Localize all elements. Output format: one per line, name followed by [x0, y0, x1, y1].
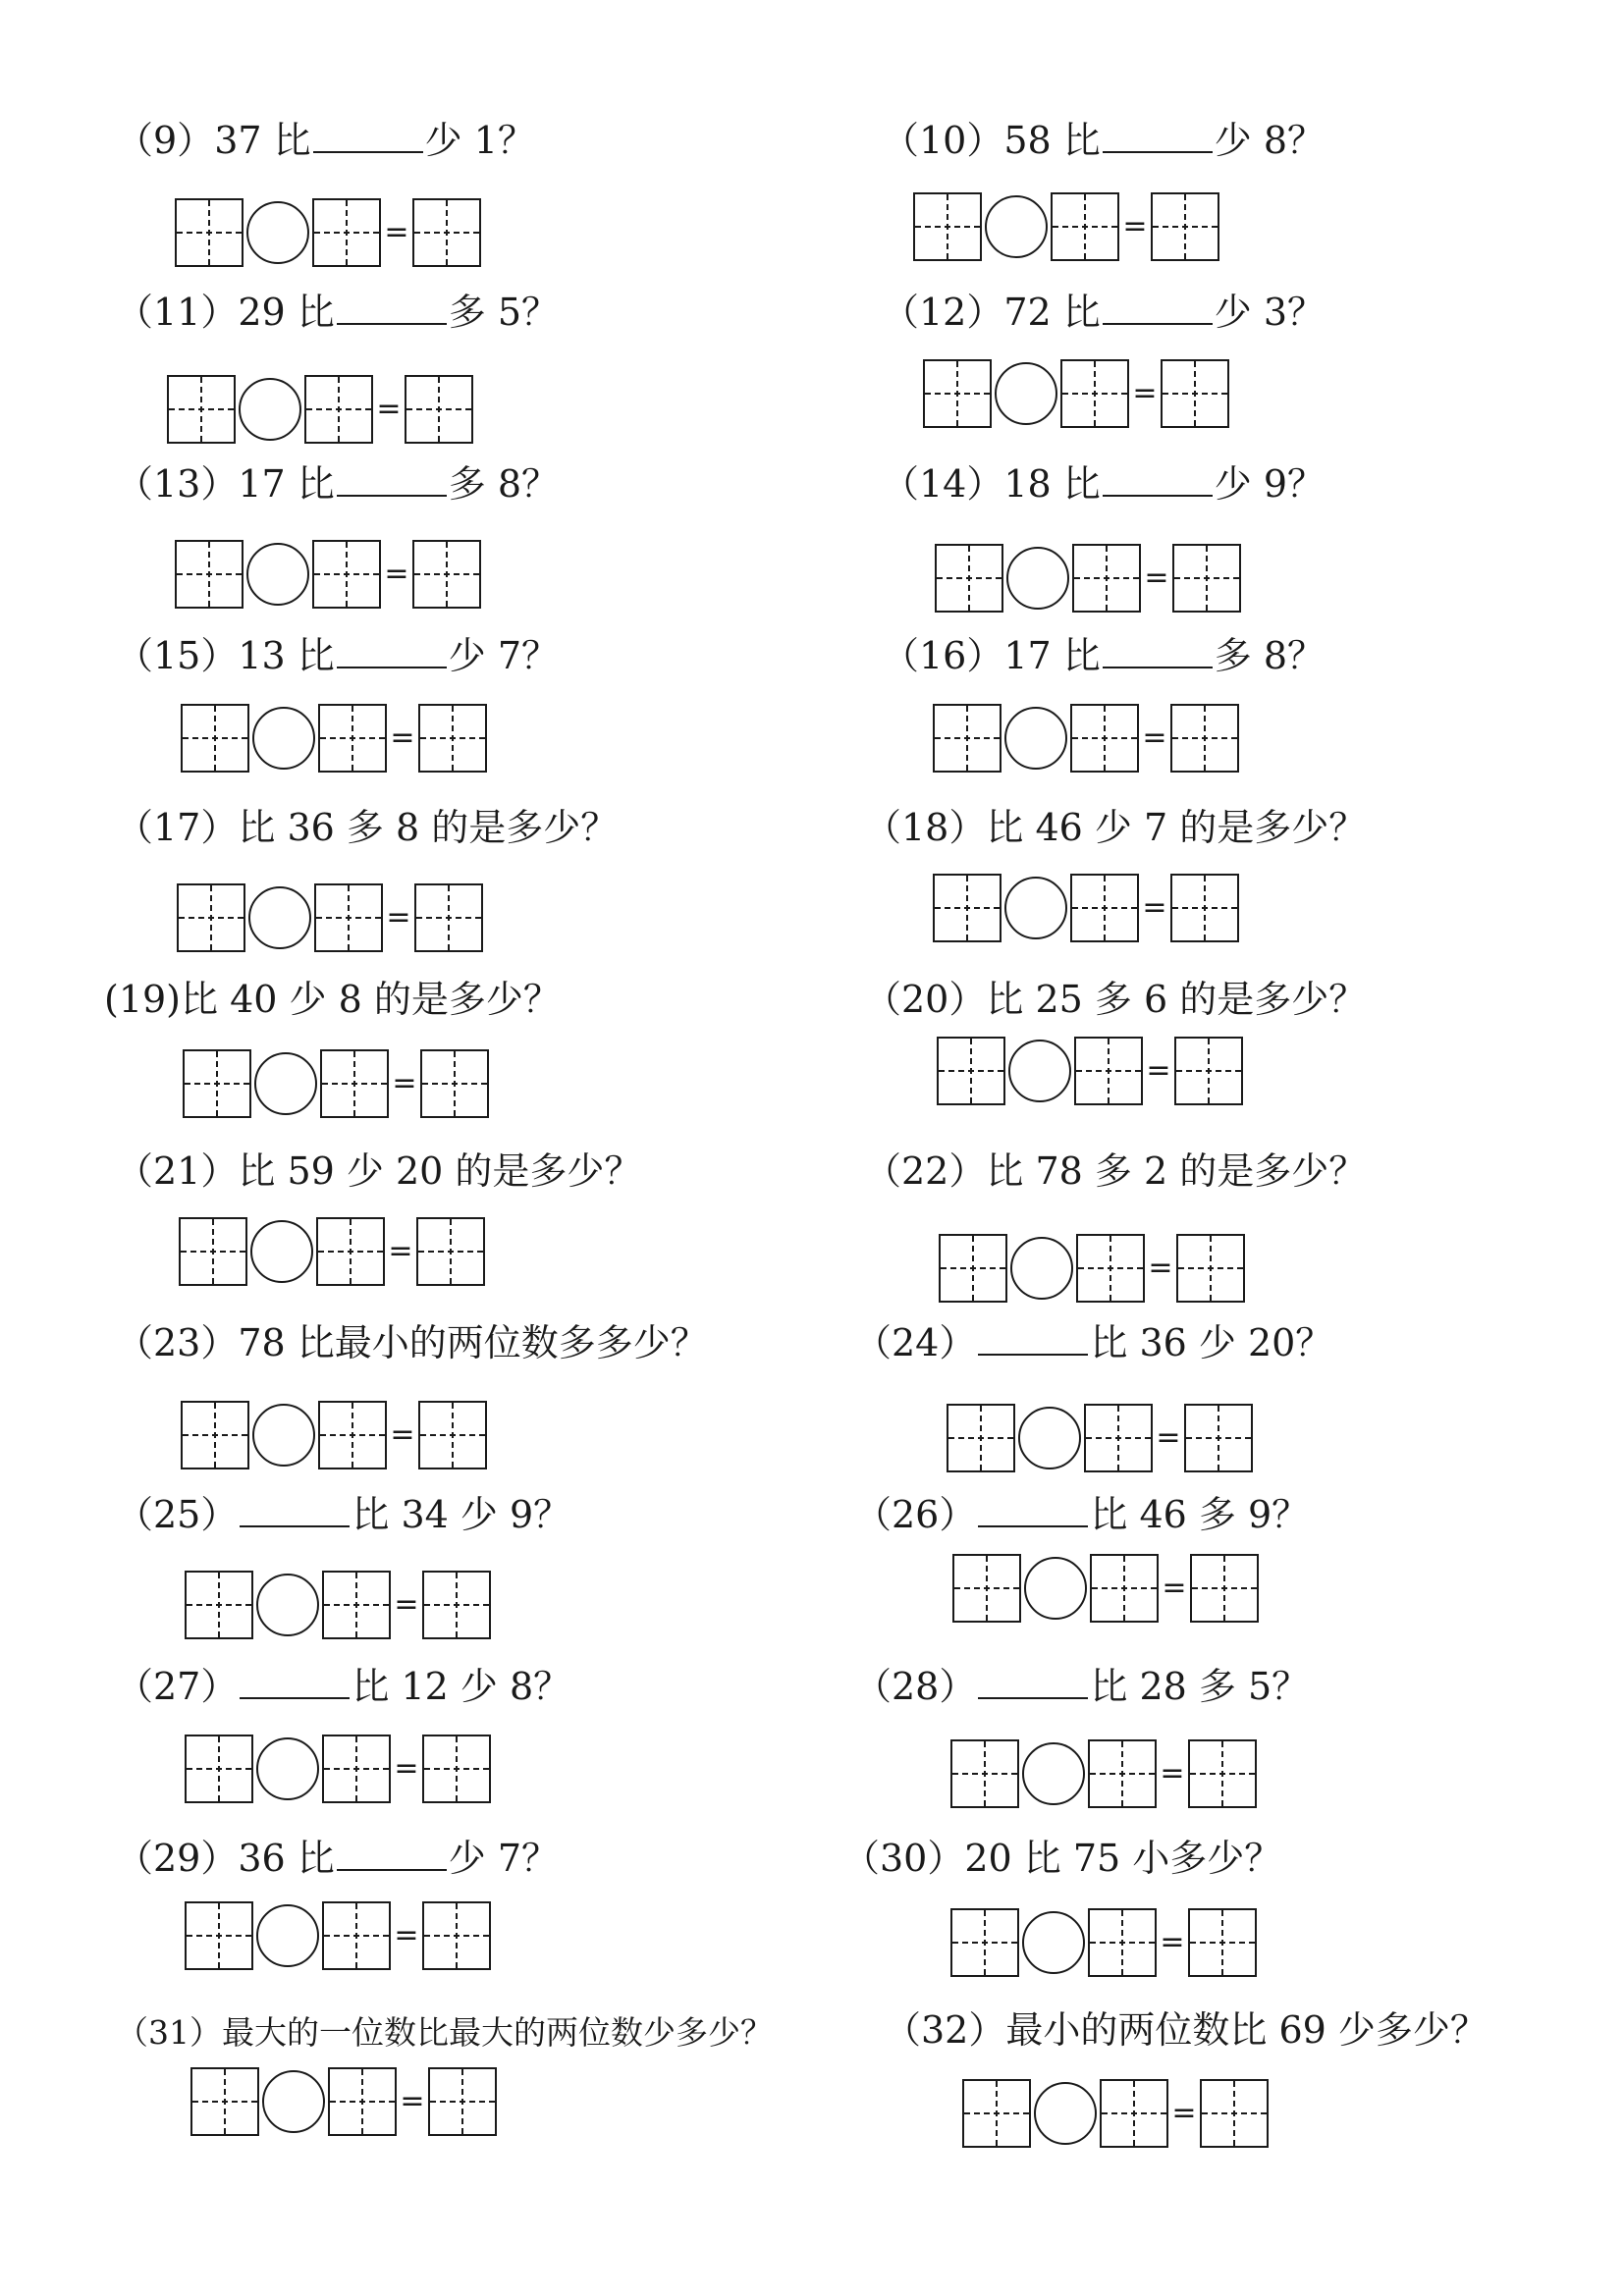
- problem-11-operand-box-2[interactable]: [304, 375, 373, 444]
- problem-20-number: （20）: [864, 978, 987, 1021]
- problem-28-suffix: 比 28 多 5？: [1090, 1665, 1310, 1708]
- problem-17-operand-box-2[interactable]: [314, 883, 383, 952]
- problem-28-equals-sign: =: [1160, 1756, 1185, 1790]
- problem-29-answer-blank[interactable]: [337, 1840, 447, 1871]
- problem-10-suffix: 少 8？: [1214, 119, 1326, 162]
- problem-13-result-box[interactable]: [412, 540, 481, 609]
- problem-9-result-box[interactable]: [412, 198, 481, 267]
- problem-29-equation: [185, 1899, 491, 1972]
- problem-17-operand-box-1[interactable]: [177, 883, 245, 952]
- problem-12-operand-box-1[interactable]: [923, 359, 992, 428]
- problem-21-number: （21）: [116, 1149, 239, 1193]
- problem-21-result-box[interactable]: [416, 1217, 485, 1286]
- problem-16-operator-circle[interactable]: [1004, 707, 1067, 770]
- problem-31-operand-box-1[interactable]: [190, 2067, 259, 2136]
- problem-30-operand-box-1[interactable]: [950, 1908, 1019, 1977]
- problem-29-text: [116, 1836, 559, 1881]
- problem-20-operator-circle[interactable]: [1008, 1040, 1071, 1102]
- problem-31-result-box[interactable]: [428, 2067, 497, 2136]
- problem-15-text: [116, 633, 559, 678]
- problem-10-result-box[interactable]: [1151, 192, 1219, 261]
- problem-24-result-box[interactable]: [1184, 1404, 1253, 1472]
- problem-23-operand-box-2[interactable]: [318, 1401, 387, 1469]
- problem-27-text: [116, 1664, 570, 1709]
- problem-20-operand-box-1[interactable]: [937, 1037, 1005, 1105]
- problem-16-equation: [933, 702, 1239, 774]
- problem-26-result-box[interactable]: [1190, 1554, 1259, 1623]
- problem-25-text: [116, 1492, 570, 1537]
- problem-9-prefix: 37 比: [214, 119, 311, 162]
- problem-18-operand-box-1[interactable]: [933, 874, 1001, 942]
- problem-28-operand-box-2[interactable]: [1088, 1739, 1157, 1808]
- problem-12-result-box[interactable]: [1161, 359, 1229, 428]
- problem-31-equals-sign: =: [400, 2084, 425, 2118]
- problem-31-question: 最大的一位数比最大的两位数少多少？: [222, 2013, 773, 2052]
- problem-25-operator-circle[interactable]: [256, 1574, 319, 1636]
- problem-14-result-box[interactable]: [1172, 544, 1241, 613]
- problem-11-suffix: 多 5？: [448, 291, 560, 334]
- problem-32-operand-box-1[interactable]: [962, 2079, 1031, 2148]
- problem-15-number: （15）: [116, 634, 239, 677]
- problem-19-equals-sign: =: [392, 1066, 417, 1100]
- problem-24-number: （24）: [854, 1321, 977, 1364]
- problem-27-result-box[interactable]: [422, 1735, 491, 1803]
- problem-14-prefix: 18 比: [1003, 462, 1101, 506]
- problem-22-equation: [939, 1232, 1245, 1305]
- problem-11-number: （11）: [116, 291, 239, 334]
- problem-13-operand-box-2[interactable]: [312, 540, 381, 609]
- problem-14-operand-box-1[interactable]: [935, 544, 1003, 613]
- problem-29-operand-box-2[interactable]: [322, 1901, 391, 1970]
- problem-24-equals-sign: =: [1156, 1420, 1181, 1455]
- problem-20-equals-sign: =: [1146, 1053, 1171, 1088]
- problem-13-answer-blank[interactable]: [337, 465, 447, 497]
- problem-20-result-box[interactable]: [1174, 1037, 1243, 1105]
- problem-16-operand-box-1[interactable]: [933, 704, 1001, 773]
- problem-14-operand-box-2[interactable]: [1072, 544, 1141, 613]
- problem-19-operator-circle[interactable]: [254, 1052, 317, 1115]
- problem-15-answer-blank[interactable]: [337, 637, 447, 668]
- problem-14-suffix: 少 9？: [1214, 462, 1326, 506]
- problem-12-suffix: 少 3？: [1214, 291, 1326, 334]
- problem-32-operand-box-2[interactable]: [1100, 2079, 1168, 2148]
- problem-17-text: [116, 805, 618, 850]
- problem-32-operator-circle[interactable]: [1034, 2082, 1097, 2145]
- problem-13-text: [116, 461, 559, 507]
- problem-11-prefix: 29 比: [238, 291, 335, 334]
- problem-32-question: 最小的两位数比 69 少多少？: [1005, 2008, 1488, 2052]
- problem-15-operand-box-2[interactable]: [318, 704, 387, 773]
- problem-17-equals-sign: =: [386, 900, 411, 934]
- problem-27-operator-circle[interactable]: [256, 1737, 319, 1800]
- problem-18-operator-circle[interactable]: [1004, 877, 1067, 939]
- problem-21-equals-sign: =: [388, 1234, 413, 1268]
- problem-11-answer-blank[interactable]: [337, 294, 447, 325]
- problem-14-text: [882, 461, 1325, 507]
- problem-28-result-box[interactable]: [1188, 1739, 1257, 1808]
- problem-17-equation: [177, 881, 483, 954]
- problem-9-equation: [175, 196, 481, 269]
- problem-11-text: [116, 290, 559, 335]
- problem-30-text: [842, 1836, 1281, 1881]
- problem-9-suffix: 少 1？: [424, 119, 535, 162]
- problem-23-equals-sign: =: [390, 1417, 415, 1452]
- problem-31-number: （31）: [116, 2013, 222, 2052]
- problem-21-operator-circle[interactable]: [250, 1220, 313, 1283]
- problem-22-operator-circle[interactable]: [1010, 1237, 1073, 1300]
- problem-23-number: （23）: [116, 1321, 239, 1364]
- problem-16-text: [882, 633, 1325, 678]
- problem-30-number: （30）: [842, 1837, 965, 1880]
- problem-27-equation: [185, 1733, 491, 1805]
- problem-18-result-box[interactable]: [1170, 874, 1239, 942]
- problem-10-prefix: 58 比: [1003, 119, 1101, 162]
- problem-14-answer-blank[interactable]: [1103, 465, 1213, 497]
- problem-13-equation: [175, 538, 481, 611]
- problem-21-operand-box-2[interactable]: [316, 1217, 385, 1286]
- problem-11-equals-sign: =: [376, 392, 402, 426]
- problem-22-operand-box-1[interactable]: [939, 1234, 1007, 1303]
- problem-9-equals-sign: =: [384, 215, 409, 249]
- problem-18-operand-box-2[interactable]: [1070, 874, 1139, 942]
- problem-13-number: （13）: [116, 462, 239, 506]
- problem-17-number: （17）: [116, 806, 239, 849]
- problem-30-equals-sign: =: [1160, 1925, 1185, 1959]
- problem-21-text: [116, 1148, 641, 1194]
- problem-19-result-box[interactable]: [420, 1049, 489, 1118]
- problem-21-equation: [179, 1215, 485, 1288]
- problem-27-number: （27）: [116, 1665, 239, 1708]
- problem-32-text: [884, 2007, 1488, 2053]
- problem-14-number: （14）: [882, 462, 1004, 506]
- problem-27-operand-box-1[interactable]: [185, 1735, 253, 1803]
- problem-20-text: [864, 977, 1366, 1022]
- problem-9-operator-circle[interactable]: [246, 201, 309, 264]
- problem-19-equation: [183, 1047, 489, 1120]
- problem-28-equation: [950, 1737, 1257, 1810]
- problem-18-equation: [933, 872, 1239, 944]
- problem-24-operand-box-1[interactable]: [947, 1404, 1015, 1472]
- problem-24-equation: [947, 1402, 1253, 1474]
- problem-20-operand-box-2[interactable]: [1074, 1037, 1143, 1105]
- problem-29-number: （29）: [116, 1837, 239, 1880]
- problem-10-operand-box-2[interactable]: [1051, 192, 1119, 261]
- problem-25-operand-box-1[interactable]: [185, 1571, 253, 1639]
- problem-11-equation: [167, 373, 473, 446]
- problem-26-operand-box-2[interactable]: [1090, 1554, 1159, 1623]
- problem-13-operand-box-1[interactable]: [175, 540, 244, 609]
- problem-26-number: （26）: [854, 1493, 977, 1536]
- problem-17-operator-circle[interactable]: [248, 886, 311, 949]
- problem-28-operator-circle[interactable]: [1022, 1742, 1085, 1805]
- problem-12-operand-box-2[interactable]: [1060, 359, 1129, 428]
- problem-26-operator-circle[interactable]: [1024, 1557, 1087, 1620]
- problem-10-operand-box-1[interactable]: [913, 192, 982, 261]
- problem-14-operator-circle[interactable]: [1006, 547, 1069, 610]
- problem-32-result-box[interactable]: [1200, 2079, 1269, 2148]
- problem-13-prefix: 17 比: [238, 462, 335, 506]
- problem-30-question: 20 比 75 小多少？: [964, 1837, 1282, 1880]
- problem-16-answer-blank[interactable]: [1103, 637, 1213, 668]
- problem-27-equals-sign: =: [394, 1751, 419, 1786]
- problem-22-operand-box-2[interactable]: [1076, 1234, 1145, 1303]
- problem-11-operator-circle[interactable]: [239, 378, 301, 441]
- problem-10-answer-blank[interactable]: [1103, 122, 1213, 153]
- problem-21-operand-box-1[interactable]: [179, 1217, 247, 1286]
- problem-24-operand-box-2[interactable]: [1084, 1404, 1153, 1472]
- problem-14-equation: [935, 542, 1241, 614]
- problem-28-operand-box-1[interactable]: [950, 1739, 1019, 1808]
- problem-30-operator-circle[interactable]: [1022, 1911, 1085, 1974]
- problem-31-operator-circle[interactable]: [262, 2070, 325, 2133]
- problem-16-number: （16）: [882, 634, 1004, 677]
- problem-26-operand-box-1[interactable]: [952, 1554, 1021, 1623]
- problem-18-text: [864, 805, 1366, 850]
- problem-29-result-box[interactable]: [422, 1901, 491, 1970]
- problem-32-equals-sign: =: [1171, 2096, 1197, 2130]
- problem-22-number: （22）: [864, 1149, 987, 1193]
- problem-12-equation: [923, 357, 1229, 430]
- problem-19-text: [104, 977, 561, 1022]
- problem-20-question: 比 25 多 6 的是多少？: [986, 978, 1367, 1021]
- problem-29-operator-circle[interactable]: [256, 1904, 319, 1967]
- problem-25-operand-box-2[interactable]: [322, 1571, 391, 1639]
- problem-23-operand-box-1[interactable]: [181, 1401, 249, 1469]
- problem-25-equation: [185, 1569, 491, 1641]
- problem-30-result-box[interactable]: [1188, 1908, 1257, 1977]
- problem-25-answer-blank[interactable]: [240, 1496, 350, 1527]
- problem-15-suffix: 少 7？: [448, 634, 560, 677]
- problem-26-equation: [952, 1552, 1259, 1625]
- problem-27-answer-blank[interactable]: [240, 1668, 350, 1699]
- problem-12-number: （12）: [882, 291, 1004, 334]
- problem-18-question: 比 46 少 7 的是多少？: [986, 806, 1367, 849]
- problem-22-result-box[interactable]: [1176, 1234, 1245, 1303]
- problem-15-operand-box-1[interactable]: [181, 704, 249, 773]
- problem-22-text: [864, 1148, 1366, 1194]
- problem-16-operand-box-2[interactable]: [1070, 704, 1139, 773]
- problem-26-answer-blank[interactable]: [978, 1496, 1088, 1527]
- problem-29-suffix: 少 7？: [448, 1837, 560, 1880]
- problem-25-suffix: 比 34 少 9？: [352, 1493, 571, 1536]
- problem-12-equals-sign: =: [1132, 376, 1158, 410]
- problem-12-answer-blank[interactable]: [1103, 294, 1213, 325]
- problem-30-equation: [950, 1906, 1257, 1979]
- problem-10-operator-circle[interactable]: [985, 195, 1048, 258]
- problem-31-operand-box-2[interactable]: [328, 2067, 397, 2136]
- problem-14-equals-sign: =: [1144, 561, 1169, 595]
- problem-19-question: 比 40 少 8 的是多少？: [181, 978, 561, 1021]
- problem-9-answer-blank[interactable]: [313, 122, 423, 153]
- problem-9-number: （9）: [116, 119, 215, 162]
- problem-28-text: [854, 1664, 1309, 1709]
- problem-22-question: 比 78 多 2 的是多少？: [986, 1149, 1367, 1193]
- problem-24-answer-blank[interactable]: [978, 1324, 1088, 1356]
- problem-32-number: （32）: [884, 2008, 1006, 2052]
- problem-26-text: [854, 1492, 1309, 1537]
- problem-30-operand-box-2[interactable]: [1088, 1908, 1157, 1977]
- problem-12-prefix: 72 比: [1003, 291, 1101, 334]
- problem-12-operator-circle[interactable]: [995, 362, 1057, 425]
- problem-18-number: （18）: [864, 806, 987, 849]
- problem-23-text: [116, 1320, 708, 1365]
- problem-23-operator-circle[interactable]: [252, 1404, 315, 1467]
- problem-28-number: （28）: [854, 1665, 977, 1708]
- problem-10-equation: [913, 190, 1219, 263]
- problem-26-suffix: 比 46 多 9？: [1090, 1493, 1310, 1536]
- problem-10-text: [882, 118, 1325, 163]
- problem-23-question: 78 比最小的两位数多多少？: [238, 1321, 708, 1364]
- problem-11-result-box[interactable]: [405, 375, 473, 444]
- problem-26-equals-sign: =: [1162, 1571, 1187, 1605]
- problem-9-operand-box-1[interactable]: [175, 198, 244, 267]
- problem-22-equals-sign: =: [1148, 1251, 1173, 1285]
- problem-25-number: （25）: [116, 1493, 239, 1536]
- problem-19-number: (19): [104, 978, 182, 1021]
- problem-24-operator-circle[interactable]: [1018, 1407, 1081, 1469]
- problem-13-suffix: 多 8？: [448, 462, 560, 506]
- problem-15-equation: [181, 702, 487, 774]
- problem-24-suffix: 比 36 少 20？: [1090, 1321, 1333, 1364]
- problem-17-question: 比 36 多 8 的是多少？: [238, 806, 619, 849]
- problem-16-prefix: 17 比: [1003, 634, 1101, 677]
- problem-27-operand-box-2[interactable]: [322, 1735, 391, 1803]
- problem-9-operand-box-2[interactable]: [312, 198, 381, 267]
- problem-24-text: [854, 1320, 1332, 1365]
- problem-31-equation: [190, 2065, 497, 2138]
- problem-16-result-box[interactable]: [1170, 704, 1239, 773]
- problem-16-equals-sign: =: [1142, 721, 1167, 755]
- problem-29-prefix: 36 比: [238, 1837, 335, 1880]
- problem-15-equals-sign: =: [390, 721, 415, 755]
- problem-15-operator-circle[interactable]: [252, 707, 315, 770]
- problem-13-operator-circle[interactable]: [246, 543, 309, 606]
- problem-18-equals-sign: =: [1142, 890, 1167, 925]
- problem-11-operand-box-1[interactable]: [167, 375, 236, 444]
- problem-19-operand-box-1[interactable]: [183, 1049, 251, 1118]
- problem-10-equals-sign: =: [1122, 209, 1148, 243]
- problem-25-result-box[interactable]: [422, 1571, 491, 1639]
- problem-15-result-box[interactable]: [418, 704, 487, 773]
- problem-28-answer-blank[interactable]: [978, 1668, 1088, 1699]
- problem-31-text: [116, 2010, 773, 2056]
- problem-23-equation: [181, 1399, 487, 1471]
- problem-20-equation: [937, 1035, 1243, 1107]
- problem-9-text: [116, 118, 535, 163]
- problem-29-operand-box-1[interactable]: [185, 1901, 253, 1970]
- problem-23-result-box[interactable]: [418, 1401, 487, 1469]
- problem-19-operand-box-2[interactable]: [320, 1049, 389, 1118]
- problem-12-text: [882, 290, 1325, 335]
- problem-10-number: （10）: [882, 119, 1004, 162]
- problem-29-equals-sign: =: [394, 1918, 419, 1952]
- problem-13-equals-sign: =: [384, 557, 409, 591]
- problem-27-suffix: 比 12 少 8？: [352, 1665, 571, 1708]
- problem-21-question: 比 59 少 20 的是多少？: [238, 1149, 642, 1193]
- problem-16-suffix: 多 8？: [1214, 634, 1326, 677]
- problem-15-prefix: 13 比: [238, 634, 335, 677]
- problem-17-result-box[interactable]: [414, 883, 483, 952]
- problem-25-equals-sign: =: [394, 1587, 419, 1622]
- problem-32-equation: [962, 2077, 1269, 2150]
